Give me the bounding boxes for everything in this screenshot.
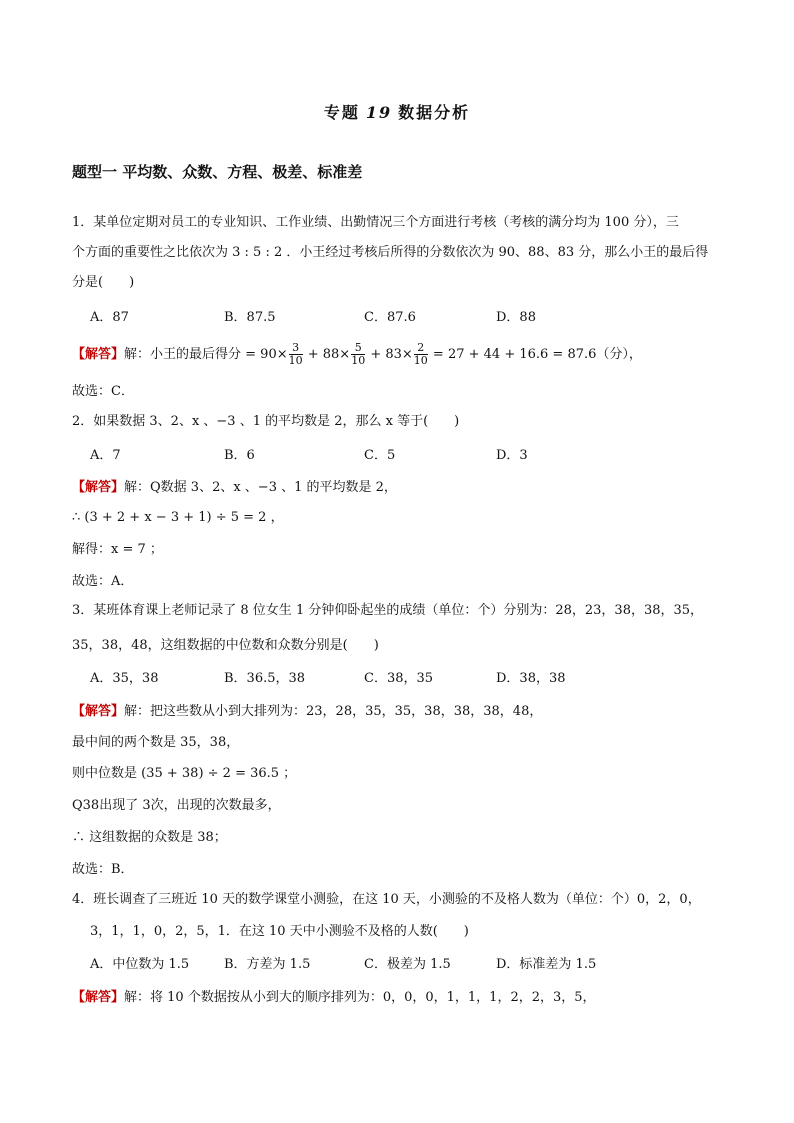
q1-sol-d: = 27 + 44 + 16.6 = 87.6（分）， — [428, 347, 642, 362]
q2-option-d: D．3 — [496, 448, 528, 463]
q1-answer-tag: 【解答】 — [72, 347, 125, 362]
q1-f3-den: 10 — [413, 354, 428, 367]
q1-sol-c: + 83× — [366, 347, 413, 362]
section-text: 平均数、众数、方程、极差、标准差 — [122, 163, 363, 181]
q2-sol-1: 解：Q数据 3、2、x 、−3 、1 的平均数是 2， — [124, 480, 397, 495]
q1-option-b: B．87.5 — [224, 310, 276, 325]
q1-line-3: 分是( ) — [72, 275, 135, 290]
q3-line-2: 35，38，48，这组数据的中位数和众数分别是( ) — [72, 638, 379, 653]
q3-solution-4: Q38出现了 3次，出现的次数最多， — [72, 798, 281, 813]
q1-f2-den: 10 — [351, 354, 366, 367]
q1-solution — [72, 342, 642, 367]
q1-line-2: 个方面的重要性之比依次为 3 : 5 : 2 ．小王经过考核后所得的分数依次为 90、88、83 分，那么小王的最后得 — [72, 245, 709, 260]
q3-option-d: D．38，38 — [496, 671, 566, 686]
q3-option-a: A．35，38 — [90, 671, 159, 686]
q3-answer-tag: 【解答】 — [72, 704, 125, 719]
q4-solution-1 — [72, 988, 596, 1008]
q1-f1-den: 10 — [288, 354, 303, 367]
q4-answer-tag: 【解答】 — [72, 990, 125, 1005]
q1-option-c: C．87.6 — [364, 310, 416, 325]
q1-sol-b: + 88× — [303, 347, 351, 362]
q3-line-1: 3．某班体育课上老师记录了 8 位女生 1 分钟仰卧起坐的成绩（单位：个）分别为：28，23，38，38，35， — [72, 603, 704, 618]
title-suffix: 数据分析 — [398, 103, 471, 122]
section-tag: 题型一 — [72, 163, 118, 181]
q1-fraction-3 — [414, 342, 428, 367]
section-heading — [72, 161, 362, 182]
title-prefix: 专题 — [323, 103, 360, 122]
q1-choice: 故选：C． — [72, 384, 134, 399]
q2-choice: 故选：A． — [72, 574, 134, 589]
q4-sol-1: 解：将 10 个数据按从小到大的顺序排列为：0，0，0，1，1，1，2，2，3，5， — [124, 990, 596, 1005]
q4-line-1: 4．班长调查了三班近 10 天的数学课堂小测验，在这 10 天，小测验的不及格人数为（单位：个）0，2，0， — [72, 892, 701, 907]
q3-solution-3: 则中位数是 (35 + 38) ÷ 2 = 36.5 ； — [72, 766, 297, 781]
q2-line-1: 2．如果数据 3、2、x 、−3 、1 的平均数是 2，那么 x 等于( ) — [72, 414, 460, 429]
q1-option-a: A．87 — [90, 310, 129, 325]
q1-f2-num: 5 — [354, 341, 362, 354]
q4-option-d: D．标准差为 1.5 — [496, 957, 597, 972]
q1-f1-num: 3 — [292, 341, 300, 354]
q2-option-c: C．5 — [364, 448, 396, 463]
q3-option-c: C．38，35 — [364, 671, 434, 686]
q4-option-b: B．方差为 1.5 — [224, 957, 311, 972]
q3-solution-5: ∴ 这组数据的众数是 38； — [72, 830, 227, 845]
q2-answer-tag: 【解答】 — [72, 480, 125, 495]
q2-option-b: B．6 — [224, 448, 255, 463]
q1-f3-num: 2 — [417, 341, 425, 354]
q4-option-a: A．中位数为 1.5 — [90, 957, 190, 972]
q1-fraction-1 — [289, 342, 303, 367]
q1-line-1: 1．某单位定期对员工的专业知识、工作业绩、出勤情况三个方面进行考核（考核的满分均为 100 分），三 — [72, 215, 679, 230]
q2-solution-2: ∴ (3 + 2 + x − 3 + 1) ÷ 5 = 2 ， — [72, 510, 284, 525]
page-title — [0, 100, 794, 123]
q2-option-a: A．7 — [90, 448, 121, 463]
q3-solution-2: 最中间的两个数是 35，38， — [72, 735, 240, 750]
q3-choice: 故选：B． — [72, 862, 134, 877]
q3-option-b: B．36.5，38 — [224, 671, 306, 686]
q1-option-d: D．88 — [496, 310, 536, 325]
q1-fraction-2 — [351, 342, 365, 367]
q2-solution-1 — [72, 478, 397, 498]
q2-solution-3: 解得：x = 7 ； — [72, 542, 163, 557]
q3-solution-1 — [72, 702, 542, 722]
q4-line-2: 3，1，1，0，2，5，1．在这 10 天中小测验不及格的人数( ) — [90, 924, 469, 939]
q4-option-c: C．极差为 1.5 — [364, 957, 451, 972]
q3-sol-1: 解：把这些数从小到大排列为：23，28，35，35，38，38，38，48， — [124, 704, 543, 719]
q1-sol-a: 解：小王的最后得分 = 90× — [124, 347, 288, 362]
title-number: 19 — [365, 103, 393, 122]
